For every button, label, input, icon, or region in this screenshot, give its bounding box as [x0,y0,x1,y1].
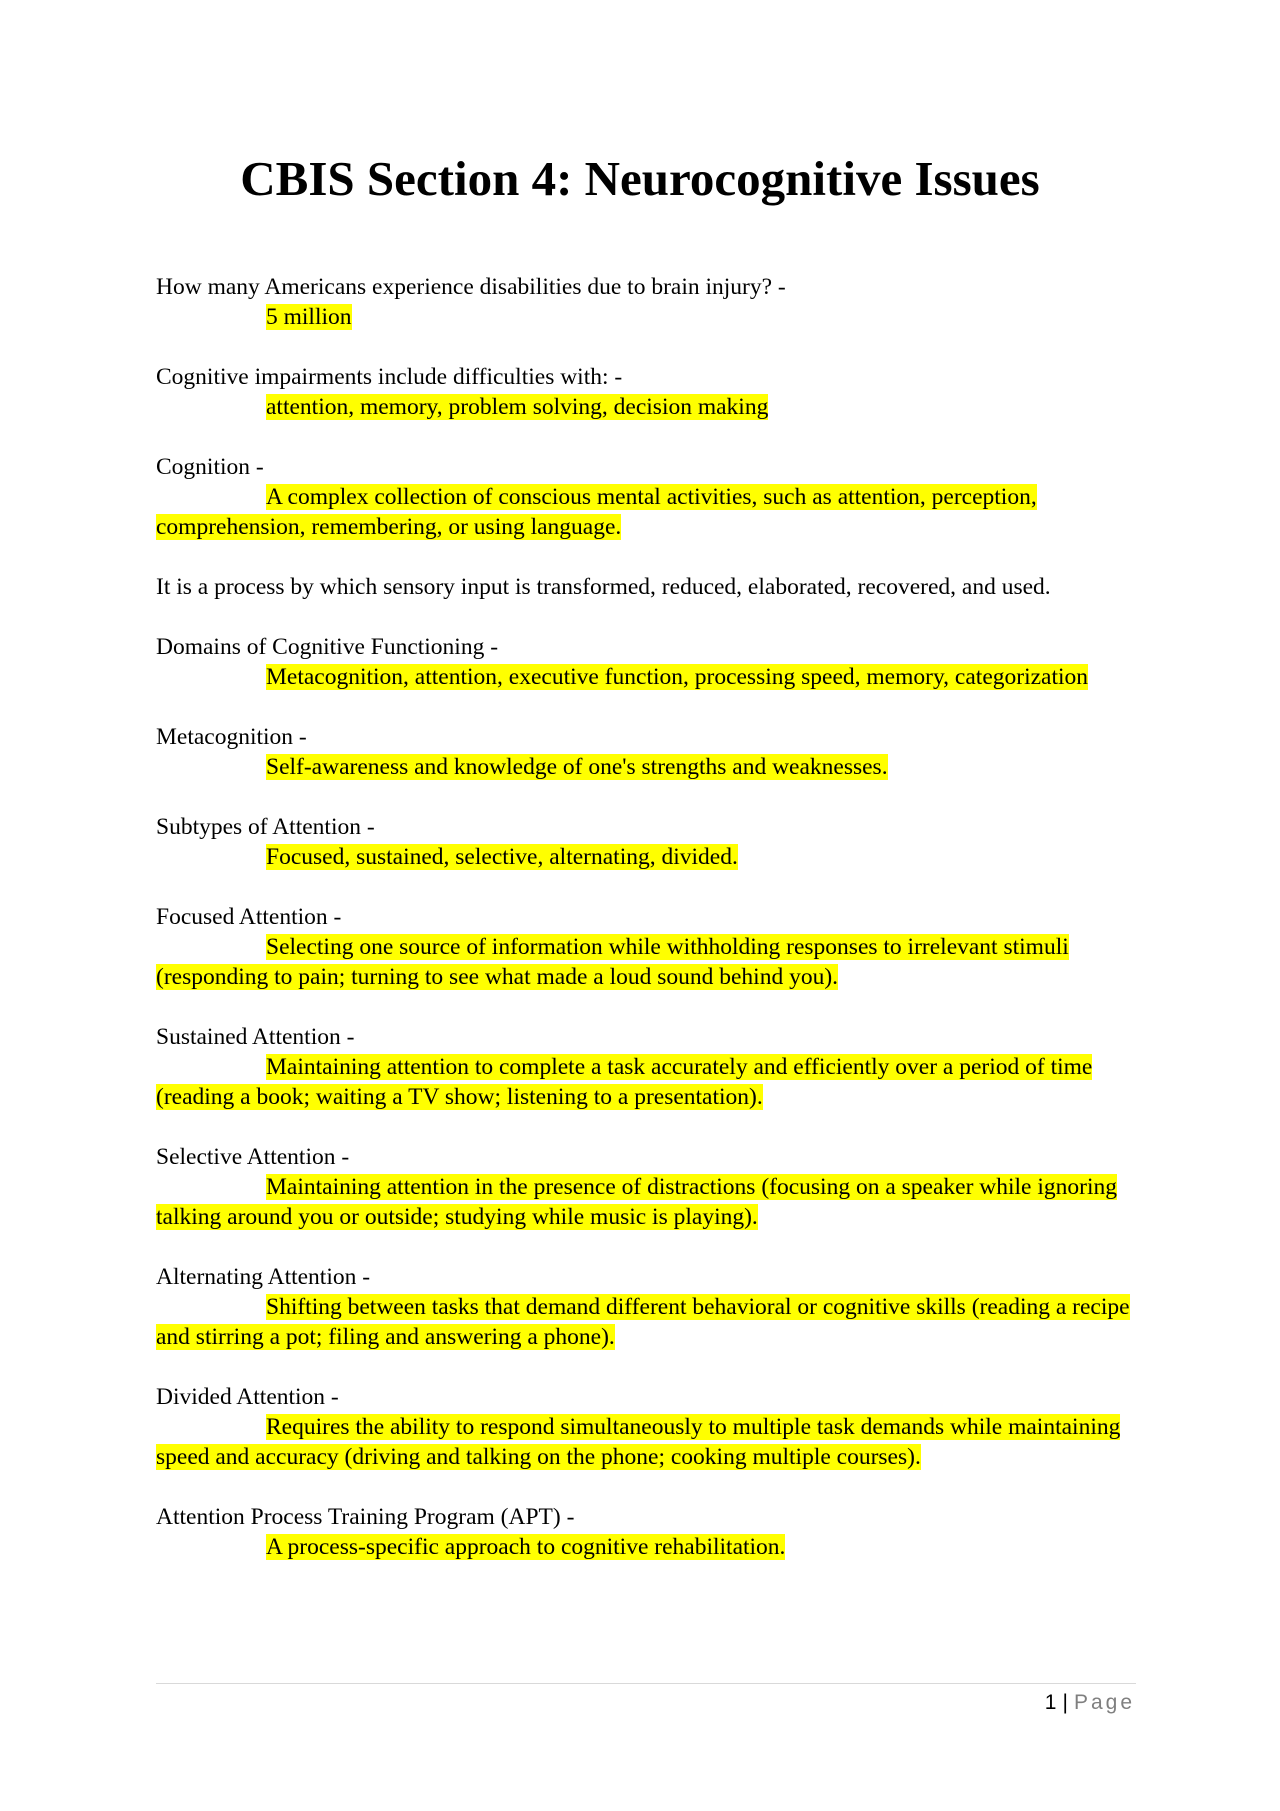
answer-line [156,392,1136,422]
qa-entry [156,572,1136,602]
answer-text: attention, memory, problem solving, decision making [266,394,769,420]
answer-line [156,1052,1136,1112]
answer-text: Self-awareness and knowledge of one's strengths and weaknesses. [266,754,888,780]
answer-text: Maintaining attention in the presence of distractions (focusing on a speaker while ignoring talking around you or outside; studying while music is playing). [156,1174,1117,1230]
qa-entry [156,272,1136,332]
answer-line [156,1412,1136,1472]
question-text: Domains of Cognitive Functioning - [156,634,499,660]
answer-line [156,1532,1136,1562]
question-text: Divided Attention - [156,1384,339,1410]
page-label: Page [1073,1691,1135,1714]
answer-text: Requires the ability to respond simultaneously to multiple task demands while maintaining speed and accuracy (driving and talking on the phone; cooking multiple courses). [156,1414,1121,1470]
question-text: Cognition - [156,454,264,480]
answer-text: A process-specific approach to cognitive rehabilitation. [266,1534,786,1560]
answer-line [156,932,1136,992]
page-number: 1 [1044,1691,1057,1714]
answer-text: Selecting one source of information while withholding responses to irrelevant stimuli (responding to pain; turning to see what made a loud sound behind you). [156,934,1069,990]
question-text: Sustained Attention - [156,1024,355,1050]
qa-entry [156,452,1136,542]
qa-entry [156,1262,1136,1352]
qa-entry [156,722,1136,782]
answer-line [156,1172,1136,1232]
footer-divider [156,1683,1136,1684]
qa-entry [156,812,1136,872]
question-text: Cognitive impairments include difficulties with: - [156,364,623,390]
question-text: Subtypes of Attention - [156,814,375,840]
page-footer [1045,1691,1135,1715]
qa-entry [156,1382,1136,1472]
question-text: Metacognition - [156,724,307,750]
qa-entry [156,902,1136,992]
footer-separator: | [1062,1691,1068,1714]
question-text: Attention Process Training Program (APT) - [156,1504,575,1530]
answer-line [156,302,1136,332]
answer-line [156,662,1136,692]
answer-text: Focused, sustained, selective, alternating, divided. [266,844,738,870]
qa-list [156,272,1136,1592]
answer-text: 5 million [266,304,352,330]
answer-line [156,842,1136,872]
qa-entry [156,1502,1136,1562]
answer-text: Shifting between tasks that demand different behavioral or cognitive skills (reading a recipe and stirring a pot; filing and answering a phone). [156,1294,1130,1350]
answer-text: A complex collection of conscious mental activities, such as attention, perception, comprehension, remembering, or using language. [156,484,1037,540]
answer-line [156,752,1136,782]
question-text: Alternating Attention - [156,1264,371,1290]
answer-text: Maintaining attention to complete a task accurately and efficiently over a period of time (reading a book; waiting a TV show; listening to a presentation). [156,1054,1093,1110]
answer-line [156,482,1136,542]
qa-entry [156,1142,1136,1232]
question-text: Selective Attention - [156,1144,350,1170]
question-text: Focused Attention - [156,904,342,930]
document-title: CBIS Section 4: Neurocognitive Issues [240,151,1040,206]
question-text: How many Americans experience disabilities due to brain injury? - [156,274,786,300]
qa-entry [156,632,1136,692]
qa-entry [156,362,1136,422]
qa-entry [156,1022,1136,1112]
question-text: It is a process by which sensory input is transformed, reduced, elaborated, recovered, and used. [156,574,1051,600]
answer-line [156,1292,1136,1352]
answer-text: Metacognition, attention, executive function, processing speed, memory, categorization [266,664,1089,690]
